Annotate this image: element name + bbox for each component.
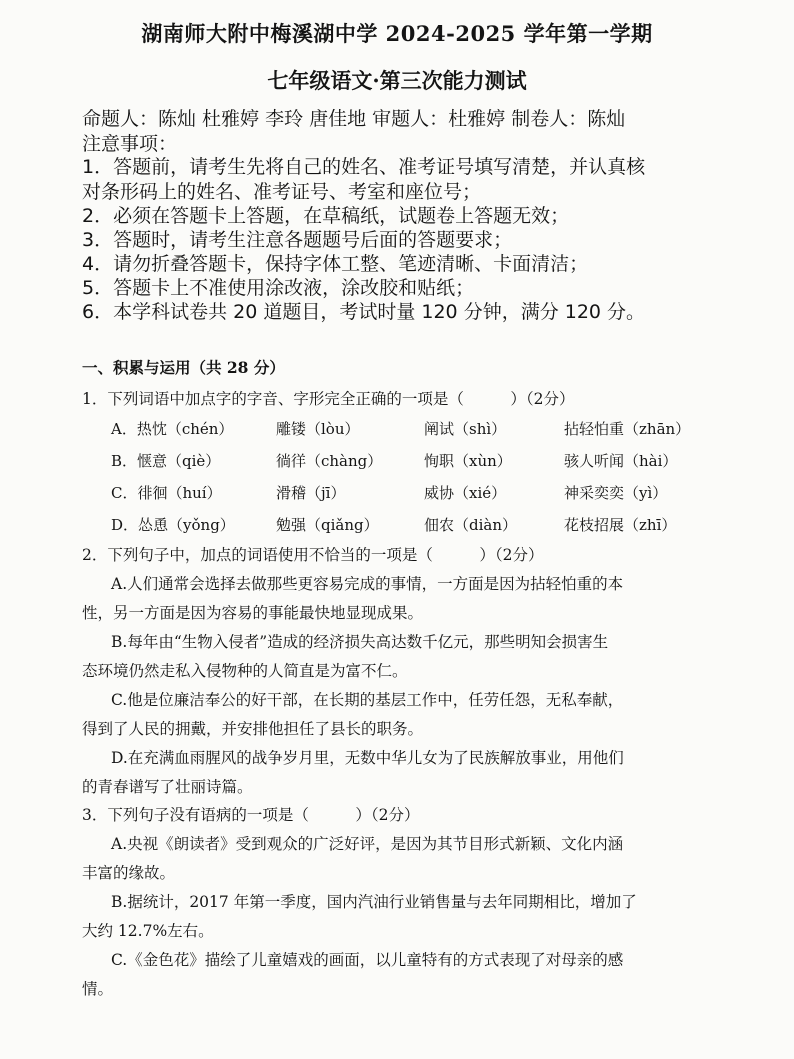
notes-heading: 注意事项： (82, 133, 178, 155)
q3-option-line: 情。 (82, 980, 114, 998)
q1-option-cell: 徜徉（chàng） (276, 452, 383, 470)
exam-title: 湖南师大附中梅溪湖中学 2024-2025 学年第一学期 (141, 21, 653, 46)
question-3-stem: 3．下列句子没有语病的一项是（ ）（2分） (82, 806, 420, 824)
section-heading: 一、积累与运用（共 28 分） (82, 358, 285, 377)
q2-option-line: 的青春谱写了壮丽诗篇。 (82, 778, 253, 796)
exam-subtitle: 七年级语文·第三次能力测试 (267, 68, 527, 93)
note-line: 2．必须在答题卡上答题，在草稿纸，试题卷上答题无效； (82, 205, 570, 227)
q1-option-cell: 勉强（qiǎng） (276, 516, 379, 534)
q1-option-cell: 佃农（diàn） (424, 516, 518, 534)
q2-option-line: 得到了人民的拥戴，并安排他担任了县长的职务。 (82, 720, 424, 738)
q2-option-line: 态环境仍然走私入侵物种的人简直是为富不仁。 (82, 662, 408, 680)
q1-option-cell: A．热忱（chén） (111, 420, 234, 438)
q1-option-cell: 花枝招展（zhī） (564, 516, 677, 534)
q1-option-cell: 滑稽（jī） (276, 484, 346, 502)
authors-line: 命题人：陈灿 杜雅婷 李玲 唐佳地 审题人：杜雅婷 制卷人：陈灿 (82, 108, 626, 130)
question-2-stem: 2．下列句子中，加点的词语使用不恰当的一项是（ ）（2分） (82, 546, 544, 564)
q1-option-cell: D．怂恿（yǒng） (111, 516, 235, 534)
q1-option-cell: C．徘徊（huí） (111, 484, 222, 502)
q1-option-cell: 雕镂（lòu） (276, 420, 360, 438)
q3-option-line: 丰富的缘故。 (82, 864, 176, 882)
q3-option-line: A.央视《朗读者》受到观众的广泛好评，是因为其节目形式新颖、文化内涵 (111, 835, 624, 853)
note-line: 对条形码上的姓名、准考证号、考室和座位号； (82, 181, 482, 203)
q1-option-cell: B．惬意（qiè） (111, 452, 221, 470)
q2-option-line: 性，另一方面是因为容易的事能最快地显现成果。 (82, 604, 424, 622)
q1-option-cell: 骇人听闻（hài） (564, 452, 678, 470)
q1-option-cell: 神采奕奕（yì） (564, 484, 668, 502)
note-line: 4．请勿折叠答题卡，保持字体工整、笔迹清晰、卡面清洁； (82, 253, 589, 275)
note-line: 1．答题前，请考生先将自己的姓名、准考证号填写清楚，并认真核 (82, 156, 646, 178)
q1-option-cell: 拈轻怕重（zhān） (564, 420, 691, 438)
q2-option-line: A.人们通常会选择去做那些更容易完成的事情，一方面是因为拈轻怕重的本 (111, 575, 624, 593)
q3-option-line: C.《金色花》描绘了儿童嬉戏的画面，以儿童特有的方式表现了对母亲的感 (111, 951, 624, 969)
note-line: 5．答题卡上不准使用涂改液，涂改胶和贴纸； (82, 277, 475, 299)
q3-option-line: B.据统计，2017 年第一季度，国内汽油行业销售量与去年同期相比，增加了 (111, 893, 637, 911)
q1-option-cell: 阐试（shì） (424, 420, 507, 438)
q2-option-line: B.每年由“生物入侵者”造成的经济损失高达数千亿元，那些明知会损害生 (111, 633, 609, 651)
q1-option-cell: 恂职（xùn） (424, 452, 512, 470)
q1-option-cell: 威协（xié） (424, 484, 507, 502)
q2-option-line: D.在充满血雨腥风的战争岁月里，无数中华儿女为了民族解放事业，用他们 (111, 749, 624, 767)
question-1-stem: 1．下列词语中加点字的字音、字形完全正确的一项是（ ）（2分） (82, 390, 575, 408)
q2-option-line: C.他是位廉洁奉公的好干部，在长期的基层工作中，任劳任怨，无私奉献， (111, 691, 624, 709)
note-line: 3．答题时，请考生注意各题题号后面的答题要求； (82, 229, 513, 251)
note-line: 6．本学科试卷共 20 道题目，考试时量 120 分钟，满分 120 分。 (82, 301, 646, 323)
q3-option-line: 大约 12.7%左右。 (82, 922, 214, 940)
